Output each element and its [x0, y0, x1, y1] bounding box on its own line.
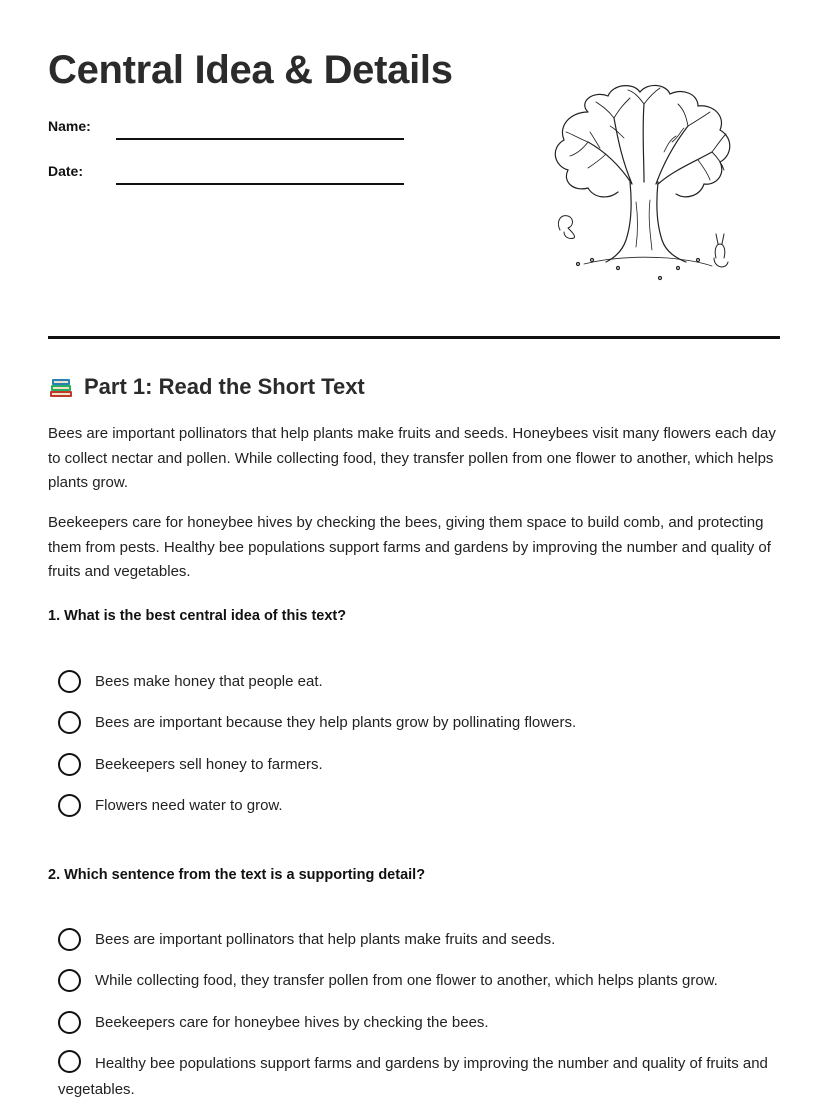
paragraph-1: Bees are important pollinators that help plants make fruits and seeds. Honeybees visit many flowers each day to collect nectar and pollen. While collecting food, they transfer pollen from one flower to another, which helps plants grow. [48, 425, 776, 492]
date-field[interactable] [116, 183, 404, 185]
q1-option-a[interactable] [58, 670, 323, 693]
q1-option-c[interactable] [58, 753, 323, 776]
option-label: Bees make honey that people eat. [95, 673, 323, 690]
radio-button[interactable] [58, 794, 81, 817]
option-label: Flowers need water to grow. [95, 797, 283, 814]
books-icon [48, 374, 74, 400]
radio-button[interactable] [58, 928, 81, 951]
radio-button[interactable] [58, 969, 81, 992]
section-divider [48, 336, 780, 339]
q1-option-d[interactable] [58, 794, 283, 817]
name-field[interactable] [116, 138, 404, 140]
date-label: Date: [48, 163, 84, 179]
radio-button[interactable] [58, 753, 81, 776]
option-label: Bees are important because they help plants grow by pollinating flowers. [95, 714, 577, 731]
option-label: Healthy bee populations support farms and gardens by improving the number and quality of fruits and vegetables. [58, 1055, 768, 1098]
tree-illustration [548, 82, 742, 282]
option-label: Beekeepers sell honey to farmers. [95, 756, 323, 773]
q2-option-a[interactable] [58, 928, 555, 951]
q2-option-d[interactable] [58, 1050, 778, 1103]
part1-heading [48, 374, 365, 400]
page-title: Central Idea & Details [48, 48, 453, 92]
q1-option-b[interactable] [58, 711, 576, 734]
radio-button[interactable] [58, 670, 81, 693]
radio-button[interactable] [58, 711, 81, 734]
q2-option-c[interactable] [58, 1011, 489, 1034]
option-label: Beekeepers care for honeybee hives by checking the bees. [95, 1014, 489, 1031]
question-1: 1. What is the best central idea of this text? [48, 608, 347, 624]
radio-button[interactable] [58, 1050, 81, 1073]
option-label: Bees are important pollinators that help plants make fruits and seeds. [95, 931, 556, 948]
part1-heading-text: Part 1: Read the Short Text [84, 374, 365, 399]
option-label: While collecting food, they transfer pollen from one flower to another, which helps plants grow. [95, 972, 718, 989]
q2-option-b[interactable] [58, 969, 718, 992]
question-2: 2. Which sentence from the text is a supporting detail? [48, 867, 426, 883]
paragraph-2: Beekeepers care for honeybee hives by checking the bees, giving them space to build comb, and protecting them from pests. Healthy bee populations support farms and gardens by improving the number and quality of fruits and vegetables. [48, 514, 771, 581]
radio-button[interactable] [58, 1011, 81, 1034]
name-label: Name: [48, 118, 91, 134]
